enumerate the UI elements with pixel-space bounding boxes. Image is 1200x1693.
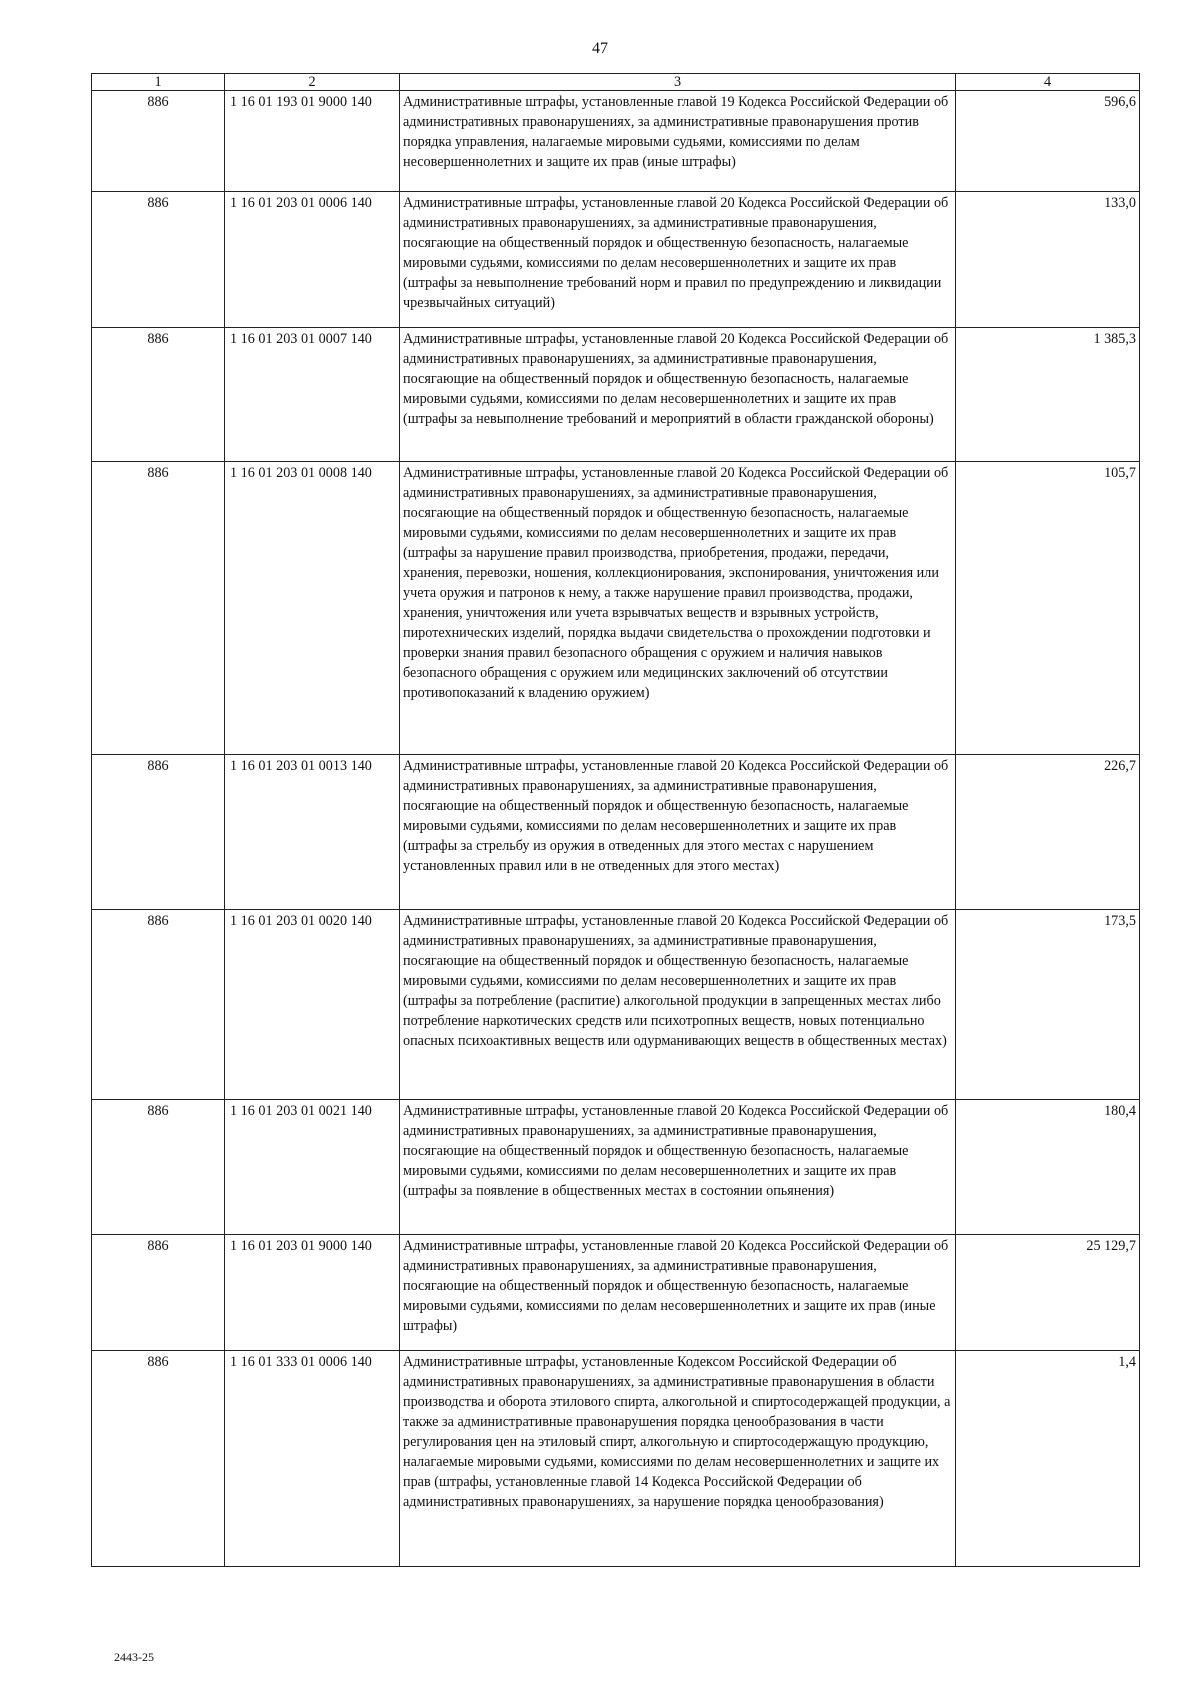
amount-cell: 105,7 — [956, 462, 1140, 755]
admin-code-cell: 886 — [92, 462, 225, 755]
admin-code-cell: 886 — [92, 1235, 225, 1351]
table-header-row — [92, 74, 1140, 91]
admin-code-cell: 886 — [92, 1351, 225, 1567]
description-cell: Административные штрафы, установленные главой 20 Кодекса Российской Федерации об административных правонарушениях, за административные правонарушения, посягающие на общественный порядок и общественную безопасность, налагаемые мировыми судьями, комиссиями по делам несовершеннолетних и защите их прав (штрафы за невыполнение требований норм и правил по предупреждению и ликвидации чрезвычайных ситуаций) — [400, 192, 956, 328]
amount-cell: 226,7 — [956, 755, 1140, 910]
table-row — [92, 192, 1140, 328]
budget-code-cell: 1 16 01 203 01 0008 140 — [225, 462, 400, 755]
page-number: 47 — [592, 40, 608, 57]
table-row — [92, 462, 1140, 755]
column-header-4: 4 — [956, 74, 1140, 91]
budget-code-cell: 1 16 01 203 01 0007 140 — [225, 328, 400, 462]
table-row — [92, 1351, 1140, 1567]
budget-code-cell: 1 16 01 203 01 0020 140 — [225, 910, 400, 1100]
table-row — [92, 755, 1140, 910]
description-cell: Административные штрафы, установленные главой 20 Кодекса Российской Федерации об административных правонарушениях, за административные правонарушения, посягающие на общественный порядок и общественную безопасность, налагаемые мировыми судьями, комиссиями по делам несовершеннолетних и защите их прав (штрафы за потребление (распитие) алкогольной продукции в запрещенных местах либо потребление наркотических средств или психотропных веществ, новых потенциально опасных психоактивных веществ или одурманивающих веществ в общественных местах) — [400, 910, 956, 1100]
description-cell: Административные штрафы, установленные главой 20 Кодекса Российской Федерации об административных правонарушениях, за административные правонарушения, посягающие на общественный порядок и общественную безопасность, налагаемые мировыми судьями, комиссиями по делам несовершеннолетних и защите их прав (штрафы за появление в общественных местах в состоянии опьянения) — [400, 1100, 956, 1235]
budget-code-cell: 1 16 01 193 01 9000 140 — [225, 91, 400, 192]
table-row — [92, 1100, 1140, 1235]
description-cell: Административные штрафы, установленные главой 20 Кодекса Российской Федерации об административных правонарушениях, за административные правонарушения, посягающие на общественный порядок и общественную безопасность, налагаемые мировыми судьями, комиссиями по делам несовершеннолетних и защите их прав (штрафы за нарушение правил производства, приобретения, продажи, передачи, хранения, перевозки, ношения, коллекционирования, экспонирования, уничтожения или учета оружия и патронов к нему, а также нарушение правил производства, продажи, хранения, уничтожения или учета взрывчатых веществ и взрывных устройств, пиротехнических изделий, порядка выдачи свидетельства о прохождении подготовки и проверки знания правил безопасного обращения с оружием и наличия навыков безопасного обращения с оружием или медицинских заключений об отсутствии противопоказаний к владению оружием) — [400, 462, 956, 755]
description-cell: Административные штрафы, установленные главой 19 Кодекса Российской Федерации об административных правонарушениях, за административные правонарушения против порядка управления, налагаемые мировыми судьями, комиссиями по делам несовершеннолетних и защите их прав (иные штрафы) — [400, 91, 956, 192]
column-header-3: 3 — [400, 74, 956, 91]
admin-code-cell: 886 — [92, 755, 225, 910]
table-row — [92, 910, 1140, 1100]
admin-code-cell: 886 — [92, 910, 225, 1100]
budget-code-cell: 1 16 01 203 01 9000 140 — [225, 1235, 400, 1351]
budget-code-cell: 1 16 01 203 01 0021 140 — [225, 1100, 400, 1235]
admin-code-cell: 886 — [92, 192, 225, 328]
amount-cell: 1 385,3 — [956, 328, 1140, 462]
revenue-table — [91, 73, 1140, 1567]
budget-code-cell: 1 16 01 203 01 0013 140 — [225, 755, 400, 910]
amount-cell: 133,0 — [956, 192, 1140, 328]
admin-code-cell: 886 — [92, 1100, 225, 1235]
description-cell: Административные штрафы, установленные Кодексом Российской Федерации об административных правонарушениях, за административные правонарушения в области производства и оборота этилового спирта, алкогольной и спиртосодержащей продукции, а также за административные правонарушения порядка ценообразования в части регулирования цен на этиловый спирт, алкогольную и спиртосодержащую продукцию, налагаемые мировыми судьями, комиссиями по делам несовершеннолетних и защите их прав (штрафы, установленные главой 14 Кодекса Российской Федерации об административных правонарушениях, за нарушение порядка ценообразования) — [400, 1351, 956, 1567]
budget-code-cell: 1 16 01 203 01 0006 140 — [225, 192, 400, 328]
admin-code-cell: 886 — [92, 91, 225, 192]
table-row — [92, 1235, 1140, 1351]
amount-cell: 25 129,7 — [956, 1235, 1140, 1351]
budget-code-cell: 1 16 01 333 01 0006 140 — [225, 1351, 400, 1567]
amount-cell: 180,4 — [956, 1100, 1140, 1235]
amount-cell: 1,4 — [956, 1351, 1140, 1567]
table-row — [92, 91, 1140, 192]
amount-cell: 173,5 — [956, 910, 1140, 1100]
description-cell: Административные штрафы, установленные главой 20 Кодекса Российской Федерации об административных правонарушениях, за административные правонарушения, посягающие на общественный порядок и общественную безопасность, налагаемые мировыми судьями, комиссиями по делам несовершеннолетних и защите их прав (штрафы за стрельбу из оружия в отведенных для этого местах с нарушением установленных правил или в не отведенных для этого местах) — [400, 755, 956, 910]
document-code: 2443-25 — [114, 1650, 154, 1664]
admin-code-cell: 886 — [92, 328, 225, 462]
description-cell: Административные штрафы, установленные главой 20 Кодекса Российской Федерации об административных правонарушениях, за административные правонарушения, посягающие на общественный порядок и общественную безопасность, налагаемые мировыми судьями, комиссиями по делам несовершеннолетних и защите их прав (штрафы за невыполнение требований и мероприятий в области гражданской обороны) — [400, 328, 956, 462]
column-header-2: 2 — [225, 74, 400, 91]
description-cell: Административные штрафы, установленные главой 20 Кодекса Российской Федерации об административных правонарушениях, за административные правонарушения, посягающие на общественный порядок и общественную безопасность, налагаемые мировыми судьями, комиссиями по делам несовершеннолетних и защите их прав (иные штрафы) — [400, 1235, 956, 1351]
amount-cell: 596,6 — [956, 91, 1140, 192]
column-header-1: 1 — [92, 74, 225, 91]
table-row — [92, 328, 1140, 462]
